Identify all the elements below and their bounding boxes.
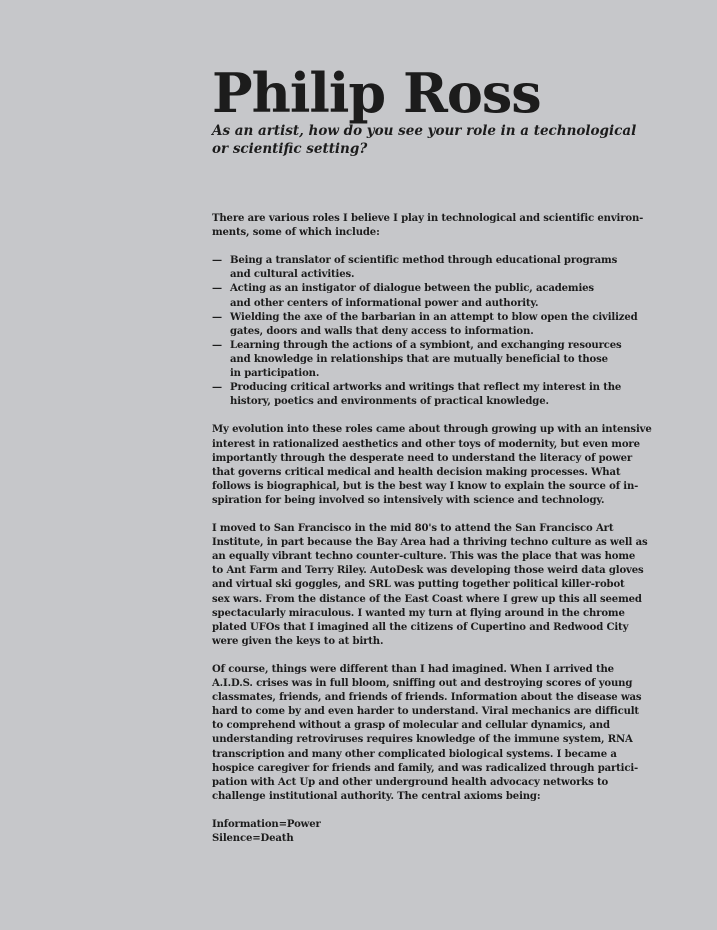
list-item bbox=[212, 282, 652, 310]
text-line: sex wars. From the distance of the East Coast where I grew up this all seemed bbox=[212, 593, 642, 605]
axiom-line: Information=Power bbox=[212, 819, 321, 831]
list-item bbox=[212, 311, 652, 339]
text-line: and other centers of informational power and authority. bbox=[230, 297, 539, 309]
text-line: interest in rationalized aesthetics and other toys of modernity, but even more bbox=[212, 438, 640, 450]
text-line: Wielding the axe of the barbarian in an attempt to blow open the civilized bbox=[230, 311, 638, 323]
text-line: and cultural activities. bbox=[230, 269, 355, 281]
list-item bbox=[212, 254, 652, 282]
paragraph-aids bbox=[212, 663, 652, 804]
list-dash: — bbox=[212, 382, 222, 394]
text-line: an equally vibrant techno counter-culture. This was the place that was home bbox=[212, 551, 636, 563]
text-line: understanding retroviruses requires knowledge of the immune system, RNA bbox=[212, 734, 633, 746]
text-line: and knowledge in relationships that are mutually beneficial to those bbox=[230, 353, 608, 365]
text-line: ments, some of which include: bbox=[212, 227, 380, 239]
text-line: to comprehend without a grasp of molecular and cellular dynamics, and bbox=[212, 720, 610, 732]
text-line: spiration for being involved so intensively with science and technology. bbox=[212, 494, 605, 506]
list-item bbox=[212, 381, 652, 409]
text-line: hospice caregiver for friends and family, and was radicalized through partici- bbox=[212, 762, 639, 774]
text-line: Learning through the actions of a symbiont, and exchanging resources bbox=[230, 339, 622, 351]
text-line: plated UFOs that I imagined all the citizens of Cupertino and Redwood City bbox=[212, 621, 629, 633]
list-dash: — bbox=[212, 283, 222, 295]
paragraph-san-francisco bbox=[212, 522, 652, 649]
text-line: Institute, in part because the Bay Area had a thriving techno culture as well as bbox=[212, 537, 648, 549]
text-line: A.I.D.S. crises was in full bloom, sniffing out and destroying scores of young bbox=[212, 678, 633, 690]
text-line: My evolution into these roles came about through growing up with an intensive bbox=[212, 424, 652, 436]
text-line: follows is biographical, but is the best way I know to explain the source of in- bbox=[212, 480, 639, 492]
list-dash: — bbox=[212, 311, 222, 323]
paragraph-evolution bbox=[212, 423, 652, 508]
text-line: challenge institutional authority. The central axioms being: bbox=[212, 790, 541, 802]
text-line: and virtual ski goggles, and SRL was putting together political killer-robot bbox=[212, 579, 625, 591]
text-line: transcription and many other complicated biological systems. I became a bbox=[212, 748, 617, 760]
interview-question: As an artist, how do you see your role in a technological or scientific setting? bbox=[212, 123, 637, 157]
text-line: classmates, friends, and friends of friends. Information about the disease was bbox=[212, 692, 642, 704]
text-line: pation with Act Up and other underground health advocacy networks to bbox=[212, 776, 609, 788]
roles-list bbox=[212, 254, 652, 409]
text-line: Being a translator of scientific method through educational programs bbox=[230, 255, 618, 267]
text-line: There are various roles I believe I play in technological and scientific environ- bbox=[212, 213, 644, 224]
page-title: Philip Ross bbox=[212, 61, 541, 125]
text-line: that governs critical medical and health decision making processes. What bbox=[212, 466, 621, 478]
text-line: spectacularly miraculous. I wanted my turn at flying around in the chrome bbox=[212, 607, 625, 619]
intro-paragraph bbox=[212, 212, 652, 240]
text-line: Acting as an instigator of dialogue between the public, academies bbox=[230, 283, 594, 295]
text-line: were given the keys to at birth. bbox=[212, 635, 384, 647]
list-item bbox=[212, 339, 652, 381]
axiom-line: Silence=Death bbox=[212, 833, 294, 845]
text-line: gates, doors and walls that deny access to information. bbox=[230, 325, 534, 337]
text-line: I moved to San Francisco in the mid 80's to attend the San Francisco Art bbox=[212, 523, 614, 535]
text-line: in participation. bbox=[230, 368, 320, 380]
list-dash: — bbox=[212, 255, 222, 267]
text-line: Of course, things were different than I had imagined. When I arrived the bbox=[212, 664, 614, 675]
text-line: history, poetics and environments of practical knowledge. bbox=[230, 396, 549, 408]
axioms bbox=[212, 818, 652, 846]
text-line: importantly through the desperate need to understand the literacy of power bbox=[212, 452, 633, 464]
text-line: Producing critical artworks and writings that reflect my interest in the bbox=[230, 382, 622, 394]
list-dash: — bbox=[212, 339, 222, 351]
text-line: hard to come by and even harder to understand. Viral mechanics are difficult bbox=[212, 706, 639, 718]
text-line: to Ant Farm and Terry Riley. AutoDesk was developing those weird data gloves bbox=[212, 565, 644, 577]
article-body bbox=[212, 212, 652, 860]
